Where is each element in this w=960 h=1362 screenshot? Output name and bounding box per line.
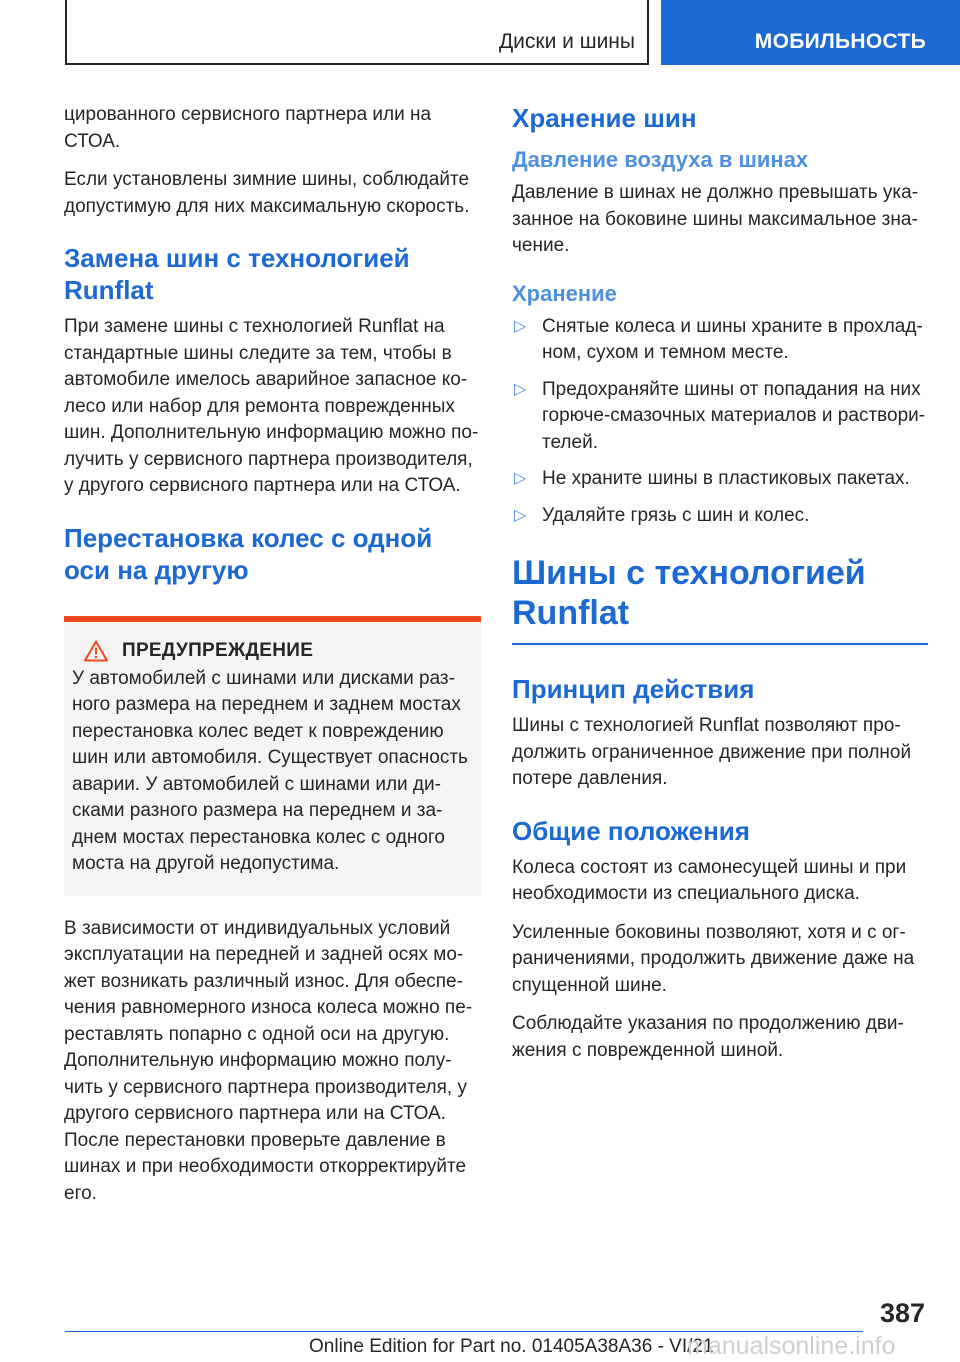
chapter-title: Диски и шины [498,30,635,53]
heading-general: Общие положения [512,815,750,846]
heading-storing: Хранение [512,280,617,306]
list-item-text: Предохраняйте шины от попадания на них горюче-смазочных материалов и растворителей. [542,378,926,453]
page-number: 387 [879,1298,925,1328]
paragraph-runflat-replacement: При замене шины с технологией Runflat на стандартные шины следите за тем, чтобы в автомобиле имелось аварийное запасное колесо или набор для ремонта поврежденных шин. Дополнительную информацию можно получить у сервисного партнера производителя, у другого сервисного партнера или на СТОА. [64,316,479,496]
section-divider [512,643,928,645]
heading-tire-pressure: Давление воздуха в шинах [512,147,809,172]
section-tab[interactable] [661,0,960,65]
storage-bullet-list [512,314,928,530]
paragraph-general-3: Соблюдайте указания по продолжению движения с поврежденной шиной. [512,1013,904,1061]
warning-text: У автомобилей с шинами или дисками разного размера на переднем и заднем мостах перестановка колес ведет к повреждению шин или автомобиля. Существует опасность аварии. У автомобилей с шинами или дисками разного размера на переднем и заднем мостах перестановка колес с одного моста на другой недопустима. [72,667,468,874]
header-chapter-box [65,0,649,65]
list-item [512,377,928,457]
left-column [64,102,481,1219]
warning-title: ПРЕДУПРЕЖДЕНИЕ [122,639,314,661]
footer-edition: Online Edition for Part no. 01405A38A36 - VI/21 [309,1336,714,1357]
section-tab-label: МОБИЛЬНОСТЬ [754,30,926,53]
triangle-bullet-icon: ▷ [514,470,527,487]
paragraph-general-1: Колеса состоят из самонесущей шины и при необходимости из специального диска. [512,856,907,904]
heading-runflat-replacement: Замена шин с технологией Runflat [64,243,410,305]
list-item [512,466,928,493]
list-item [512,503,928,530]
watermark: manualsonline.info [687,1332,896,1360]
list-item-text: Удаляйте грязь с шин и колес. [542,504,810,526]
heading-wheel-rotation: Перестановка колес с одной оси на другую [64,522,433,585]
list-item-text: Не храните шины в пластиковых пакетах. [542,468,910,489]
heading-tire-storage: Хранение шин [512,103,697,133]
paragraph-winter-tires: Если установлены зимние шины, соблюдайте допустимую для них максимальную скорость. [64,169,470,217]
heading-runflat-tires: Шины с технологией Runflat [512,554,866,632]
paragraph-general-2: Усиленные боковины позволяют, хотя и с ограничениями, продолжить движение даже на спущенной шине. [512,921,915,996]
heading-principle: Принцип действия [512,674,755,704]
list-item-text: Снятые колеса и шины храните в прохладном, сухом и темном месте. [542,315,923,363]
paragraph-principle: Шины с технологией Runflat позволяют продолжить ограниченное движение при полной потере давления. [512,715,912,789]
triangle-bullet-icon: ▷ [514,317,527,335]
right-column [512,102,928,1076]
triangle-bullet-icon: ▷ [514,380,527,398]
list-item [512,314,928,367]
paragraph-tire-pressure: Давление в шинах не должно превышать указанное на боковине шины максимальное значение. [512,182,919,256]
warning-box [64,616,481,896]
paragraph-rotation: В зависимости от индивидуальных условий эксплуатации на передней и задней осях может возникать различный износ. Для обеспечения равномерного износа колеса можно переставлять попарно с одной оси на другую. Дополнительную информацию можно получить у сервисного партнера производителя, у другого сервисного партнера или на СТОА. После перестановки проверьте давление в шинах и при необходимости откорректируйте его. [64,917,473,1204]
warning-header [72,640,471,662]
triangle-bullet-icon: ▷ [514,506,527,524]
paragraph-continuation: цированного сервисного партнера или на СТОА. [64,104,432,152]
warning-triangle-icon [84,640,108,662]
